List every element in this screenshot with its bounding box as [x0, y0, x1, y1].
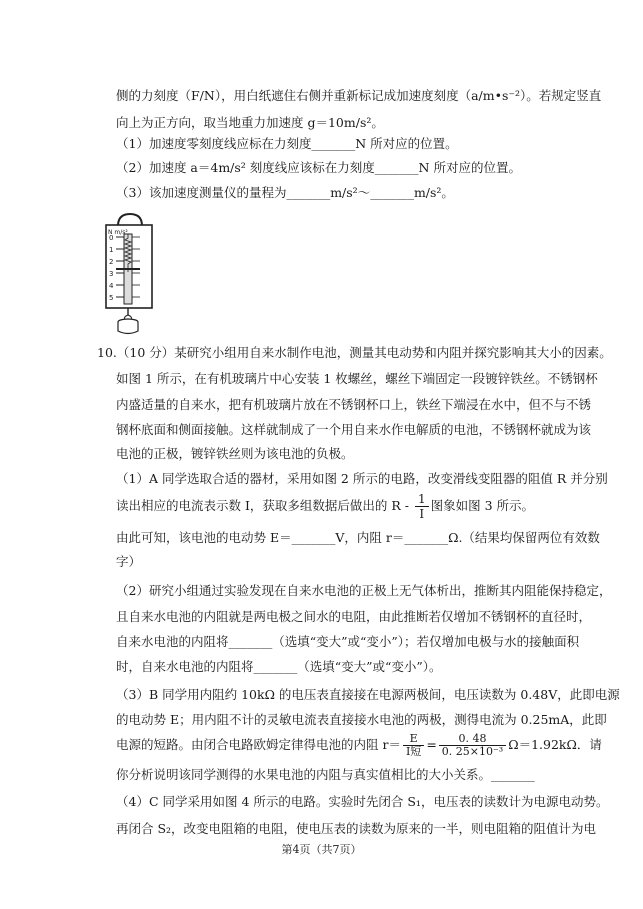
fraction-value — [439, 733, 506, 758]
fraction-denominator: 0. 25×10⁻³ — [441, 745, 504, 758]
fraction-numerator: E — [403, 733, 424, 746]
tick-label: 4 — [109, 282, 114, 290]
text-fragment: 电源的短路。由闭合电路欧姆定律得电池的内阻 r＝ — [116, 737, 401, 752]
text-line: 钢杯底面和侧面接触。这样就制成了一个用自来水作电解质的电池，不锈钢杯就成为该 — [116, 422, 592, 437]
text-line-with-fraction — [116, 490, 534, 522]
text-line: 再闭合 S₂，改变电阻箱的电阻，使电压表的读数为原来的一半，则电阻箱的阻值计为电 — [116, 821, 597, 836]
fraction-denominator: I — [419, 507, 425, 521]
fraction-E-over-Ishort — [403, 733, 424, 758]
text-line: （4）C 同学采用如图 4 所示的电路。实验时先闭合 S₁，电压表的读数计为电源电动势。 — [116, 794, 609, 809]
hanging-ring — [118, 214, 142, 226]
fraction-numerator: 1 — [415, 492, 429, 507]
text-line: （2）研究小组通过实验发现在自来水电池的正极上无气体析出，推断其内阻能保持稳定， — [116, 583, 612, 598]
question-line: （3）该加速度测量仪的量程为_______m/s²～_______m/s²。 — [116, 185, 454, 200]
tick-label: 0 — [109, 234, 114, 242]
text-line: 由此可知，该电池的电动势 E＝_______V，内阻 r＝_______Ω.（结果均保留两位有效数 — [116, 530, 600, 545]
text-line: 字） — [116, 554, 142, 569]
text-line: 向上为正方向，取当地重力加速度 g＝10m/s²。 — [116, 115, 384, 130]
question-line: （1）加速度零刻度线应标在力刻度_______N 所对应的位置。 — [116, 136, 458, 151]
page-footer: 第4页（共7页） — [281, 843, 362, 856]
text-line: 侧的力刻度（F/N），用白纸遮住右侧并重新标记成加速度刻度（a/m•s⁻²）。若规定竖直 — [116, 88, 602, 103]
tick-label: 3 — [109, 270, 114, 278]
omega-unit: Ω — [508, 737, 519, 752]
text-line: 内盛适量的自来水，把有机玻璃片放在不锈钢杯口上，铁丝下端浸在水中，但不与不锈 — [116, 397, 592, 412]
tick-label: 1 — [109, 246, 114, 254]
text-fragment: 读出相应的电流表示数 I，获取多组数据后做出的 R - — [116, 498, 413, 513]
fraction-numerator: 0. 48 — [439, 733, 506, 746]
question-10-header: 10.（10 分）某研究小组用自来水制作电池，测量其电动势和内阻并探究影响其大小的因素。 — [97, 345, 612, 360]
text-line: 如图 1 所示，在有机玻璃片中心安装 1 枚螺丝，螺丝下端固定一段镀锌铁丝。不锈钢杯 — [116, 371, 598, 386]
weight — [118, 322, 138, 334]
text-line: （3）B 同学用内阻约 10kΩ 的电压表直接接在电源两极间，电压读数为 0.48V，此即电源 — [116, 687, 620, 702]
text-line: 时，自来水电池的内阻将_______（选填“变大”或“变小”）。 — [116, 659, 442, 674]
text-line: 自来水电池的内阻将_______（选填“变大”或“变小”）；若仅增加电极与水的接触面积 — [116, 634, 580, 649]
fraction-denominator: I短 — [405, 745, 422, 758]
text-line: 电池的正极，镀锌铁丝则为该电池的负极。 — [116, 446, 354, 461]
fraction-1-over-I — [415, 492, 429, 521]
text-line: （1）A 同学选取合适的器材，采用如图 2 所示的电路，改变滑线变阻器的阻值 R 并分别 — [116, 471, 608, 486]
text-line: 的电动势 E；用内阻不计的灵敏电流表直接接水电池的两极，测得电流为 0.25mA，此即 — [116, 712, 607, 727]
text-line: 你分析说明该同学测得的水果电池的内阻与真实值相比的大小关系。_______ — [116, 767, 535, 782]
text-line: 且自来水电池的内阻就是两电极之间水的电阻，由此推断若仅增加不锈钢杯的直径时， — [116, 609, 592, 624]
tick-label: 2 — [109, 258, 114, 266]
spring-scale-figure — [104, 212, 160, 336]
question-line: （2）加速度 a＝4m/s² 刻度线应该标在力刻度_______N 所对应的位置。 — [116, 160, 521, 175]
text-fragment: 图象如图 3 所示。 — [430, 498, 535, 513]
text-line-with-fraction: 电源的短路。由闭合电路欧姆定律得电池的内阻 r＝ $\frac{E}{\text{I短}}$ = $\frac{0. 48}{\text{0. 25×10⁻³}}$ Ω＝1.92kΩ．请 — [116, 732, 602, 758]
text-fragment: ＝1.92kΩ．请 — [518, 737, 602, 752]
tick-label: 5 — [109, 294, 114, 302]
units-label: N m/s² — [108, 229, 128, 236]
